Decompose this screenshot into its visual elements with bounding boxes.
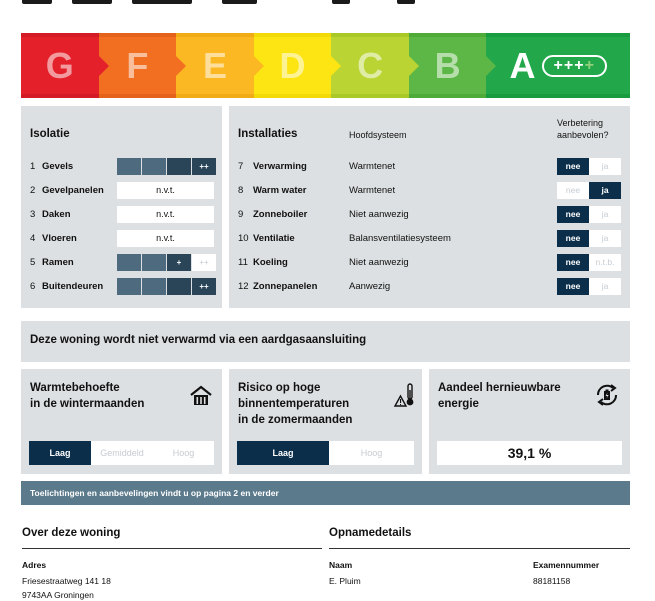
no-option: nee [557, 254, 589, 271]
not-applicable-value: n.v.t. [117, 206, 214, 223]
hernieuwbaar-title: Aandeel hernieuwbare energie [438, 382, 561, 410]
main-system: Niet aanwezig [349, 256, 409, 268]
improvement-toggle [557, 206, 621, 223]
class-arrow [176, 56, 186, 76]
risico-panel [229, 369, 422, 474]
energy-class-f [99, 33, 177, 98]
scale-option-gemiddeld: Gemiddeld [91, 441, 153, 465]
row-number: 4 [30, 232, 36, 244]
woning-divider [22, 548, 322, 549]
improvement-toggle [557, 278, 621, 295]
rating-cell [117, 158, 141, 175]
row-label: Daken [42, 208, 71, 220]
energy-class-d [254, 33, 332, 98]
row-label: Gevelpanelen [42, 184, 104, 196]
energy-class-e [176, 33, 254, 98]
row-number: 2 [30, 184, 36, 196]
isolatie-row [21, 154, 222, 178]
isolatie-row [21, 250, 222, 274]
yes-option: n.t.b. [589, 254, 621, 271]
energy-class-letter: D [279, 44, 306, 86]
rating-cell: ++ [192, 254, 216, 271]
row-label: Ramen [42, 256, 74, 268]
row-number: 1 [30, 160, 36, 172]
exam-value: 88181158 [533, 576, 571, 586]
installatie-row [229, 250, 630, 274]
isolatie-row [21, 226, 222, 250]
main-system: Niet aanwezig [349, 208, 409, 220]
row-number: 9 [238, 208, 244, 220]
row-label: Koeling [253, 256, 288, 268]
yes-option: ja [589, 278, 621, 295]
row-number: 6 [30, 280, 36, 292]
isolatie-row [21, 274, 222, 298]
installatie-row [229, 226, 630, 250]
improvement-toggle [557, 230, 621, 247]
thermometer-warning-icon [394, 382, 416, 408]
energy-class-letter: G [45, 44, 74, 86]
rating-cell [167, 158, 191, 175]
improvement-toggle [557, 182, 621, 199]
isolatie-row [21, 178, 222, 202]
installaties-title: Installaties [238, 128, 298, 140]
row-number: 3 [30, 208, 36, 220]
name-label: Naam [329, 560, 353, 570]
row-number: 11 [238, 256, 248, 268]
improvement-toggle [557, 254, 621, 271]
main-system: Warmtenet [349, 160, 396, 172]
class-arrow [331, 56, 341, 76]
energy-class-b [409, 33, 487, 98]
hernieuwbaar-value: 39,1 % [437, 441, 622, 465]
column-header-improvement: Verbetering aanbevolen? [557, 118, 609, 140]
isolatie-row [21, 202, 222, 226]
rating-cell: + [167, 254, 191, 271]
rating-cell: ++ [192, 158, 216, 175]
energy-class-letter: C [357, 44, 384, 86]
row-label: Verwarming [253, 160, 307, 172]
info-bar: Toelichtingen en aanbevelingen vindt u op pagina 2 en verder [21, 481, 630, 505]
scale-option-laag: Laag [29, 441, 91, 465]
warmtebehoefte-scale [29, 441, 214, 465]
hernieuwbaar-panel [429, 369, 630, 474]
row-label: Zonneboiler [253, 208, 308, 220]
insulation-rating [117, 254, 217, 271]
yes-option: ja [589, 182, 621, 199]
no-option: nee [557, 278, 589, 295]
isolatie-title: Isolatie [30, 128, 70, 140]
energy-label-bar [21, 33, 630, 98]
rating-cell [117, 254, 141, 271]
opname-title: Opnamedetails [329, 527, 412, 539]
row-label: Buitendeuren [42, 280, 104, 292]
rating-cell [117, 278, 141, 295]
energy-class-c [331, 33, 409, 98]
scale-option-hoog: Hoog [153, 441, 214, 465]
not-applicable-value: n.v.t. [117, 230, 214, 247]
energy-class-letter: F [126, 44, 149, 86]
no-option: nee [557, 206, 589, 223]
rating-cell [167, 278, 191, 295]
main-system: Warmtenet [349, 184, 396, 196]
gas-notice-panel [21, 321, 630, 362]
improvement-toggle [557, 158, 621, 175]
yes-option: ja [589, 158, 621, 175]
row-label: Warm water [253, 184, 307, 196]
renewable-battery-icon [594, 382, 620, 408]
no-option: nee [557, 230, 589, 247]
installatie-row [229, 202, 630, 226]
row-number: 5 [30, 256, 36, 268]
no-option: nee [557, 182, 589, 199]
column-header-hoofdsysteem: Hoofdsysteem [349, 130, 407, 140]
energy-class-letter: E [202, 44, 227, 86]
class-arrow [486, 56, 496, 76]
scale-option-laag: Laag [237, 441, 329, 465]
main-system: Balansventilatiesysteem [349, 232, 451, 244]
house-heating-icon [190, 385, 212, 407]
installaties-panel [229, 106, 630, 308]
isolatie-panel [21, 106, 222, 308]
gas-notice-text: Deze woning wordt niet verwarmd via een aardgasaansluiting [30, 334, 367, 346]
rating-cell [142, 254, 166, 271]
energy-class-g [21, 33, 99, 98]
warmtebehoefte-panel [21, 369, 222, 474]
row-number: 10 [238, 232, 249, 244]
row-label: Gevels [42, 160, 74, 172]
rating-cell [142, 278, 166, 295]
row-label: Ventilatie [253, 232, 295, 244]
installatie-row [229, 154, 630, 178]
insulation-rating [117, 278, 217, 295]
energy-class-letter: B [434, 44, 461, 86]
name-value: E. Pluim [329, 576, 361, 586]
address-label: Adres [22, 560, 47, 570]
row-number: 7 [238, 160, 244, 172]
address-line-2: 9743AA Groningen [22, 590, 94, 600]
address-line-1: Friesestraatweg 141 18 [22, 576, 111, 586]
energy-class-a [486, 33, 630, 98]
class-arrow [99, 56, 109, 76]
row-label: Zonnepanelen [253, 280, 318, 292]
main-system: Aanwezig [349, 280, 391, 292]
rating-cell [142, 158, 166, 175]
woning-title: Over deze woning [22, 527, 121, 539]
energy-class-letter: A [509, 44, 536, 86]
installatie-row [229, 178, 630, 202]
class-arrow [254, 56, 264, 76]
risico-scale [237, 441, 414, 465]
insulation-rating [117, 158, 217, 175]
cropped-header-text [22, 0, 422, 6]
installatie-row [229, 274, 630, 298]
rating-cell: ++ [192, 278, 216, 295]
row-number: 8 [238, 184, 244, 196]
opname-divider [329, 548, 630, 549]
plus-badge: +++ + [542, 55, 607, 77]
not-applicable-value: n.v.t. [117, 182, 214, 199]
yes-option: ja [589, 206, 621, 223]
row-label: Vloeren [42, 232, 77, 244]
no-option: nee [557, 158, 589, 175]
risico-title: Risico op hoge binnentemperaturen in de zomermaanden [238, 382, 353, 426]
exam-label: Examennummer [533, 560, 600, 570]
class-arrow [409, 56, 419, 76]
row-number: 12 [238, 280, 249, 292]
scale-option-hoog: Hoog [329, 441, 414, 465]
warmtebehoefte-title: Warmtebehoefte in de wintermaanden [30, 382, 145, 410]
yes-option: ja [589, 230, 621, 247]
